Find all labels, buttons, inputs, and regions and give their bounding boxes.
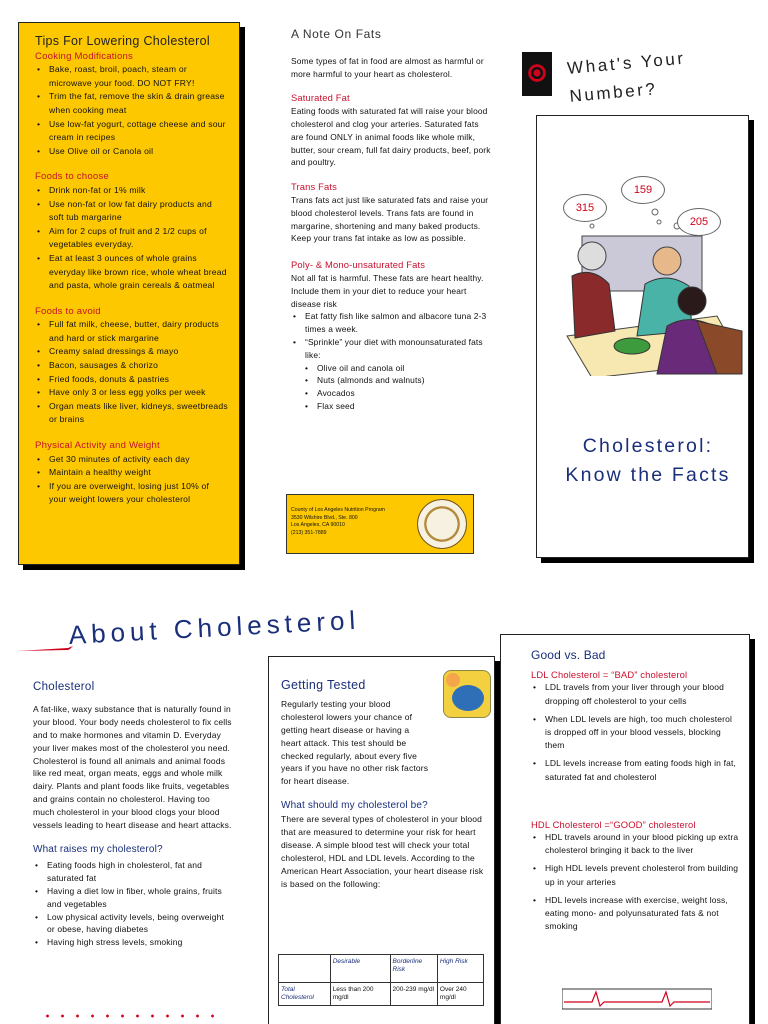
list-item: • Creamy salad dressings & mayo — [35, 345, 229, 359]
county-name: County of Los Angeles Nutrition Program — [291, 507, 385, 513]
list-item: • Bacon, sausages & chorizo — [35, 359, 229, 373]
list-item: • LDL travels from your liver through your blood dropping off cholesterol to your cells — [531, 681, 741, 707]
county-phone: (213) 351-7889 — [291, 529, 327, 536]
list-item: • If you are overweight, losing just 10% of your weight lowers your cholesterol — [35, 480, 229, 507]
table-cell: Over 240 mg/dl — [437, 983, 483, 1006]
tested-title: Getting Tested — [281, 678, 366, 692]
table-row — [279, 983, 484, 1006]
table-header-cell: Borderline Risk — [390, 955, 437, 983]
cooking-list — [35, 63, 229, 158]
trans-text: Trans fats act just like saturated fats and raise your blood cholesterol levels. Trans fats are found in margarine, shortening and many baked products. Keep your trans fat intake as low as possible. — [291, 194, 489, 244]
list-item: • LDL levels increase from eating foods high in fat, saturated fat and cholesterol — [531, 757, 741, 783]
cover-title-line2: Number? — [568, 79, 659, 106]
cover-panel — [536, 115, 749, 558]
should-heading: What should my cholesterol be? — [281, 800, 428, 812]
target-icon — [522, 52, 552, 96]
county-seal-icon — [417, 499, 467, 549]
list-item: • Having high stress levels, smoking — [33, 936, 233, 949]
table-cell: 200-239 mg/dl — [390, 983, 437, 1006]
cover-title — [566, 38, 760, 110]
list-item: • Nuts (almonds and walnuts) — [303, 374, 491, 387]
list-item: • Eat fatty fish like salmon and albacore tuna 2-3 times a week. — [291, 310, 491, 336]
tips-title: Tips For Lowering Cholesterol — [35, 34, 210, 48]
list-item: • “Sprinkle” your diet with monounsaturated fats like: — [291, 336, 491, 362]
list-item: • Get 30 minutes of activity each day — [35, 453, 229, 467]
avoid-list — [35, 318, 229, 427]
cover-subtitle-line1: Cholesterol: — [582, 435, 714, 457]
cover-subtitle — [548, 432, 748, 490]
list-item: • Flax seed — [303, 400, 491, 413]
list-item: • Fried foods, donuts & pastries — [35, 373, 229, 387]
saturated-text: Eating foods with saturated fat will raise your blood cholesterol and clog your arteries. Saturated fats are found ONLY in animal foods like whole milk, butter, sour cream, full fat dairy products, beef, pork and poultry. — [291, 106, 491, 168]
doctor-illustration-icon — [443, 670, 491, 718]
county-city: Los Angeles, CA 90010 — [291, 522, 345, 529]
list-item: • Use Olive oil or Canola oil — [35, 145, 229, 159]
goodbad-title: Good vs. Bad — [531, 648, 606, 662]
list-item: • Full fat milk, cheese, butter, dairy products and hard or stick margarine — [35, 318, 229, 345]
fats-column — [291, 28, 491, 413]
arrow-icon — [18, 645, 73, 653]
choose-list — [35, 184, 229, 293]
list-item: • Having a diet low in fiber, whole grains, fruits and vegetables — [33, 885, 233, 911]
hdl-list — [531, 831, 741, 933]
list-item: • HDL levels increase with exercise, weight loss, eating mono- and polyunsaturated fats & not smoking — [531, 894, 741, 934]
cover-subtitle-line2: Know the Facts — [565, 464, 731, 486]
number-bubble: 159 — [621, 176, 665, 204]
hdl-heading: HDL Cholesterol =“GOOD” cholesterol — [531, 818, 696, 830]
list-item: • Use low-fat yogurt, cottage cheese and sour cream in recipes — [35, 118, 229, 145]
list-item: • Eat at least 3 ounces of whole grains everyday like brown rice, whole wheat bread and pasta, whole grain cereals & oatmeal — [35, 252, 229, 293]
table-header-row — [279, 955, 484, 983]
trans-heading: Trans Fats — [291, 181, 337, 193]
table-header-cell: Desirable — [330, 955, 390, 983]
number-bubble: 315 — [563, 194, 607, 222]
raises-heading: What raises my cholesterol? — [33, 843, 163, 855]
list-item: • HDL travels around in your blood picking up extra cholesterol bringing it back to the liver — [531, 831, 741, 857]
raises-list — [33, 859, 233, 949]
list-item: • Low physical activity levels, being overweight or obese, having diabetes — [33, 911, 233, 937]
tips-panel — [18, 22, 240, 565]
cooking-heading: Cooking Modifications — [35, 50, 134, 62]
activity-heading: Physical Activity and Weight — [35, 440, 160, 452]
poly-text: Not all fat is harmful. These fats are heart healthy. Include them in your diet to reduce your heart disease risk — [291, 272, 484, 309]
about-title: About Cholesterol — [68, 604, 361, 650]
fats-title: A Note On Fats — [291, 27, 382, 41]
avoid-heading: Foods to avoid — [35, 305, 101, 317]
list-item: • High HDL levels prevent cholesterol from building up in your arteries — [531, 862, 741, 888]
saturated-heading: Saturated Fat — [291, 92, 350, 104]
tested-text: Regularly testing your blood cholesterol lowers your chance of getting heart disease or having a heart attack. This test should be checked regularly, about every five years if you have no other risk factors for heart disease. — [281, 698, 429, 787]
fats-intro: Some types of fat in food are almost as harmful or more harmful to your heart as cholesterol. — [291, 55, 484, 79]
list-item: • When LDL levels are high, too much cholesterol is dropped off in your blood vessels, blocking them — [531, 713, 741, 753]
cholesterol-heading: Cholesterol — [33, 681, 95, 693]
list-item: • Olive oil and canola oil — [303, 362, 491, 375]
table-cell: Less than 200 mg/dl — [330, 983, 390, 1006]
county-contact-box — [286, 494, 474, 554]
activity-list — [35, 453, 229, 507]
list-item: • Eating foods high in cholesterol, fat and saturated fat — [33, 859, 233, 885]
cover-title-line1: What's Your — [566, 48, 687, 78]
list-item: • Avocados — [303, 387, 491, 400]
choose-heading: Foods to choose — [35, 171, 109, 183]
heartbeat-line-icon — [562, 986, 712, 1012]
cholesterol-column — [33, 681, 233, 949]
poly-heading: Poly- & Mono-unsaturated Fats — [291, 259, 426, 271]
list-item: • Organ meats like liver, kidneys, sweetbreads or brains — [35, 400, 229, 427]
good-vs-bad-panel — [500, 634, 750, 1024]
list-item: • Maintain a healthy weight — [35, 466, 229, 480]
table-header-cell: High Risk — [437, 955, 483, 983]
cholesterol-text: A fat-like, waxy substance that is naturally found in your blood. Your body needs cholesterol to fix cells and to make hormones and vitamin D. Everyday your liver makes most of the cholesterol you need. Cholesterol is found all animals and animal foods like red meat, organ meats, eggs and whole milk dairy. Plants and plant foods like fruits, vegetables and grains contain no cholesterol. Having too much cholesterol in your blood clogs your blood vessels leading to heart disease and heart attacks. — [33, 703, 232, 831]
table-cell: Total Cholesterol — [279, 983, 331, 1006]
table-header-cell — [279, 955, 331, 983]
list-item: • Trim the fat, remove the skin & drain grease when cooking meat — [35, 90, 229, 117]
county-address: 3530 Wilshire Blvd., Ste. 800 — [291, 514, 358, 521]
list-item: • Have only 3 or less egg yolks per week — [35, 386, 229, 400]
ldl-heading: LDL Cholesterol = “BAD” cholesterol — [531, 669, 688, 681]
family-dining-illustration — [537, 116, 748, 376]
number-bubble: 205 — [677, 208, 721, 236]
ldl-list — [531, 681, 741, 783]
poly-list — [291, 310, 491, 361]
list-item: • Drink non-fat or 1% milk — [35, 184, 229, 198]
should-text: There are several types of cholesterol in your blood that are measured to determine your risk for heart disease. A simple blood test will check your total cholesterol, HDL and LDL levels. According to the American Heart Association, your heart disease risk is based on the following: — [281, 814, 484, 889]
table-body — [279, 983, 484, 1006]
mono-list — [291, 362, 491, 413]
list-item: • Bake, roast, broil, poach, steam or microwave your food. DO NOT FRY! — [35, 63, 229, 90]
list-item: • Aim for 2 cups of fruit and 2 1/2 cups of vegetables everyday. — [35, 225, 229, 252]
dotted-divider — [40, 1014, 220, 1018]
list-item: • Use non-fat or low fat dairy products and soft tub margarine — [35, 198, 229, 225]
cholesterol-levels-table — [278, 954, 484, 1006]
